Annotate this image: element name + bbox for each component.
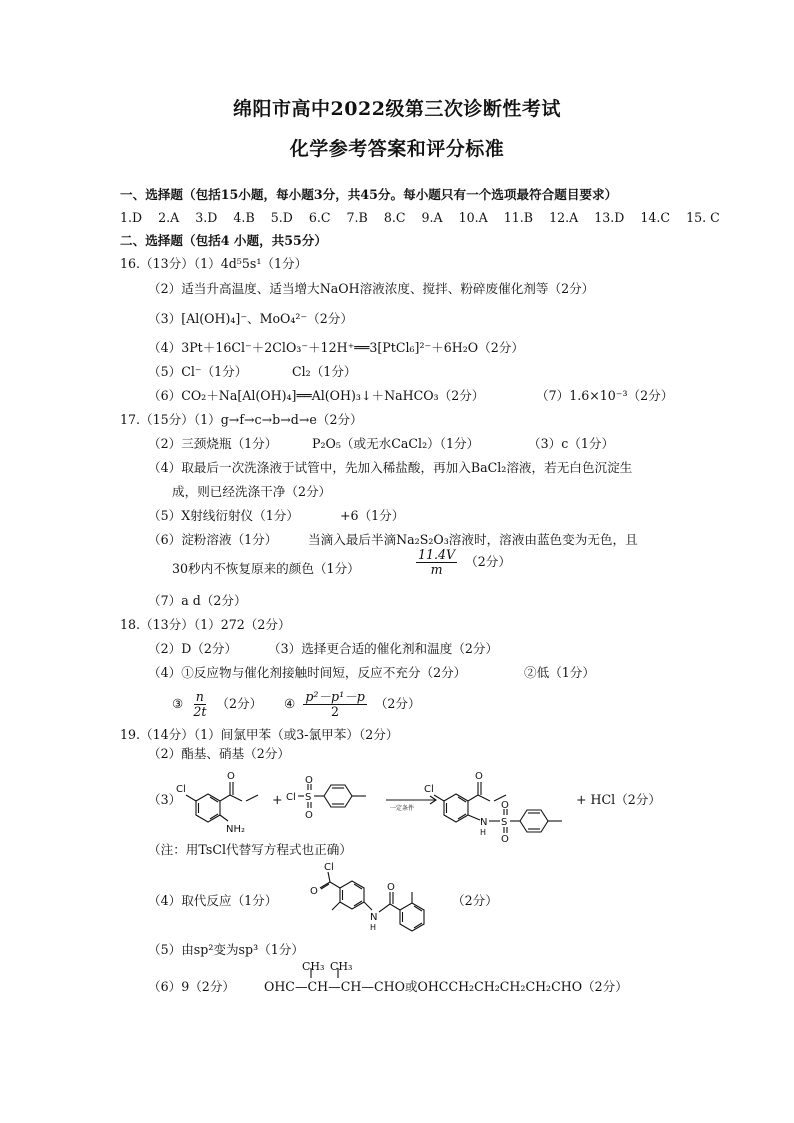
tscl-s-label: S bbox=[305, 792, 312, 803]
product-so-top: O bbox=[501, 800, 509, 811]
q16-line3: （3）[Al(OH)₄]⁻、MoO₄²⁻（2分） bbox=[148, 311, 353, 326]
product-hcl: + HCl（2分） bbox=[576, 792, 661, 807]
q18-c3-den: 2t bbox=[193, 704, 207, 719]
tscl-o-bottom: O bbox=[305, 810, 313, 820]
reactant1-nh2-label: NH₂ bbox=[226, 824, 246, 835]
reaction-condition: 一定条件 bbox=[390, 805, 415, 812]
plus-sign-1: + bbox=[272, 792, 283, 807]
tscl-o-top: O bbox=[305, 776, 313, 786]
q18-c3-score: （2分） bbox=[216, 696, 263, 711]
q16-line6a: （6）CO₂＋Na[Al(OH)₄]══Al(OH)₃↓＋NaHCO₃（2分） bbox=[148, 388, 485, 403]
answer-1: 1.D bbox=[120, 210, 143, 225]
section1-answers bbox=[120, 210, 720, 226]
q18-c4-num: p²－p¹－p bbox=[305, 689, 365, 704]
amide-o-label: O bbox=[387, 882, 395, 893]
product-n-label: N bbox=[480, 817, 488, 828]
q18-c4-score: （2分） bbox=[374, 696, 421, 711]
product-sulfonamide-structure bbox=[420, 768, 572, 844]
q17-line7: （7）a d（2分） bbox=[148, 593, 247, 608]
q17-frac-num: 11.4V bbox=[418, 547, 456, 562]
q17-line6c: 30秒内不恢复原来的颜色（1分） bbox=[172, 561, 360, 576]
reactant-tscl-structure bbox=[282, 776, 378, 820]
q17-line4a: （4）取最后一次洗涤液于试管中，先加入稀盐酸，再加入BaCl₂溶液，若无白色沉淀生 bbox=[148, 460, 633, 475]
q16-line5b: Cl₂（1分） bbox=[292, 364, 357, 379]
reactant1-o-label: O bbox=[227, 771, 235, 782]
product-s-label: S bbox=[501, 817, 508, 828]
answer-7: 7.B bbox=[346, 210, 368, 225]
amide-h-label: H bbox=[370, 923, 377, 932]
q18-answer4 bbox=[284, 690, 421, 719]
product-o-label: O bbox=[475, 771, 483, 782]
page-title: 绵阳市高中2022级第三次诊断性考试 bbox=[233, 98, 561, 120]
q19-branch-bonds bbox=[300, 966, 360, 980]
intermediate-amide-structure bbox=[308, 860, 448, 944]
q19-line6-formula: OHC—CH—CH—CHO或OHCCH₂CH₂CH₂CH₂CHO（2分） bbox=[264, 979, 628, 994]
q18-c3-label: ③ bbox=[172, 696, 184, 711]
q18-answer3 bbox=[172, 690, 262, 719]
answer-10: 10.A bbox=[458, 210, 488, 225]
q19-ch3-a: CH₃ bbox=[302, 960, 325, 973]
answer-6: 6.C bbox=[308, 210, 331, 225]
q19-line2: （2）酯基、硝基（2分） bbox=[148, 746, 290, 761]
q17-line4b: 成，则已经洗涤干净（2分） bbox=[172, 484, 332, 499]
q19-line3-label: （3） bbox=[148, 792, 182, 807]
q17-line5a: （5）X射线衍射仪（1分） bbox=[148, 508, 299, 523]
answer-13: 13.D bbox=[594, 210, 625, 225]
q18-c3-num: n bbox=[195, 689, 204, 704]
q17-fraction bbox=[412, 548, 511, 577]
section1-heading: 一、选择题（包括15小题，每小题3分，共45分。每小题只有一个选项最符合题目要求） bbox=[120, 187, 618, 202]
q18-c4-label: ④ bbox=[284, 696, 296, 711]
q17-line2a: （2）三颈烧瓶（1分） bbox=[148, 436, 278, 451]
q17-line2c: （3）c（1分） bbox=[528, 436, 615, 451]
q17-frac bbox=[416, 548, 457, 577]
answer-2: 2.A bbox=[158, 210, 180, 225]
q18-line2a: （2）D（2分） bbox=[148, 641, 238, 656]
answer-15: 15. C bbox=[686, 210, 720, 225]
q19-note: （注：用TsCl代替写方程式也正确） bbox=[148, 842, 352, 857]
q16-line1: 16.（13分）（1）4d⁵5s¹（1分） bbox=[120, 256, 308, 271]
q19-line6-label: （6）9（2分） bbox=[148, 979, 236, 994]
q17-line5b: +6（1分） bbox=[340, 508, 405, 523]
q18-c4-frac bbox=[303, 690, 366, 719]
reactant-aminoester-structure bbox=[172, 768, 262, 840]
answer-9: 9.A bbox=[421, 210, 443, 225]
q18-line2b: （3）选择更合适的催化剂和温度（2分） bbox=[268, 641, 499, 656]
q17-line6a: （6）淀粉溶液（1分） bbox=[148, 532, 278, 547]
tscl-cl-label: Cl bbox=[286, 792, 296, 803]
q19-line5: （5）由sp²变为sp³（1分） bbox=[148, 942, 304, 957]
answer-11: 11.B bbox=[503, 210, 534, 225]
q17-line6b: 当滴入最后半滴Na₂S₂O₃溶液时，溶液由蓝色变为无色，且 bbox=[308, 532, 638, 547]
product-so-bottom: O bbox=[501, 834, 509, 844]
q19-ch3-b: CH₃ bbox=[330, 960, 353, 973]
acyl-cl-label: Cl bbox=[324, 862, 334, 873]
q18-line1: 18.（13分）（1）272（2分） bbox=[120, 617, 291, 632]
q18-c4-den: 2 bbox=[331, 704, 340, 719]
acyl-o-label: O bbox=[310, 886, 318, 897]
q19-line4-score: （2分） bbox=[452, 893, 498, 908]
q19-line4-label: （4）取代反应（1分） bbox=[148, 893, 278, 908]
q17-line2b: P₂O₅（或无水CaCl₂）（1分） bbox=[312, 436, 480, 451]
product-h-label: H bbox=[480, 828, 487, 837]
q18-line4b: ②低（1分） bbox=[524, 665, 595, 680]
q16-line6b: （7）1.6×10⁻³（2分） bbox=[536, 388, 674, 403]
q18-c3-frac bbox=[191, 690, 208, 719]
answer-12: 12.A bbox=[549, 210, 579, 225]
reactant1-cl-label: Cl bbox=[176, 784, 186, 795]
q17-frac-den: m bbox=[430, 562, 443, 577]
q16-line2: （2）适当升高温度、适当增大NaOH溶液浓度、搅拌、粉碎废催化剂等（2分） bbox=[148, 281, 595, 296]
q17-line1: 17.（15分）（1）g→f→c→b→d→e（2分） bbox=[120, 412, 363, 427]
q18-line4a: （4）①反应物与催化剂接触时间短，反应不充分（2分） bbox=[148, 665, 467, 680]
answer-3: 3.D bbox=[195, 210, 218, 225]
answer-8: 8.C bbox=[383, 210, 406, 225]
product-cl-label: Cl bbox=[424, 784, 434, 795]
answer-4: 4.B bbox=[233, 210, 255, 225]
q19-line1: 19.（14分）（1）间氯甲苯（或3-氯甲苯）（2分） bbox=[120, 727, 399, 742]
q16-line5a: （5）Cl⁻（1分） bbox=[148, 364, 248, 379]
amide-n-label: N bbox=[370, 912, 378, 923]
answer-14: 14.C bbox=[640, 210, 671, 225]
page-subtitle: 化学参考答案和评分标准 bbox=[289, 138, 505, 160]
section2-heading: 二、选择题（包括4 小题，共55分） bbox=[120, 233, 327, 248]
q17-frac-score: （2分） bbox=[465, 554, 511, 569]
answer-5: 5.D bbox=[270, 210, 293, 225]
q16-line4: （4）3Pt＋16Cl⁻＋2ClO₃⁻＋12H⁺══3[PtCl₆]²⁻＋6H₂O（2分） bbox=[148, 340, 524, 355]
